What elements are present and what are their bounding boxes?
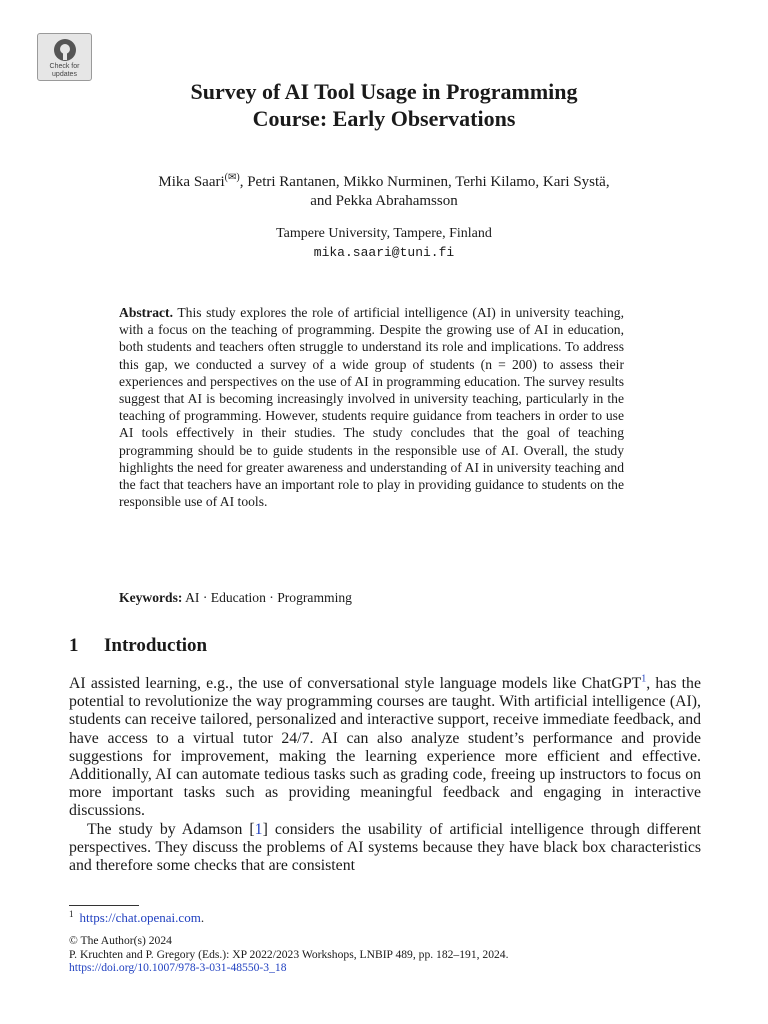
authors-rest: , Petri Rantanen, Mikko Nurminen, Terhi Kilamo, Kari Systä, <box>239 174 610 190</box>
copyright-line: © The Author(s) 2024 <box>69 934 172 947</box>
section-number: 1 <box>69 635 79 656</box>
author-email[interactable]: mika.saari@tuni.fi <box>313 245 455 260</box>
paragraph-2 <box>69 821 701 876</box>
footnote-link[interactable]: https://chat.openai.com <box>79 910 201 925</box>
footnote-rule <box>69 905 139 906</box>
section-heading <box>69 634 207 658</box>
corresponding-author: Mika Saari <box>158 174 225 190</box>
keywords <box>119 589 624 606</box>
check-for-updates-badge[interactable] <box>37 33 92 81</box>
abstract-label: Abstract. <box>119 305 173 320</box>
keywords-text: AI · Education · Programming <box>185 590 352 605</box>
envelope-icon[interactable]: (✉) <box>224 172 240 183</box>
author-list <box>0 173 768 211</box>
paragraph-1 <box>69 675 701 821</box>
institution: Tampere University, Tampere, Finland <box>276 226 492 241</box>
section-body <box>69 675 701 875</box>
badge-label-line1: Check for <box>49 63 80 70</box>
footnote-end: . <box>200 910 205 925</box>
citation-link[interactable]: 1 <box>254 820 263 838</box>
title-line-2: Course: Early Observations <box>252 106 516 131</box>
footnote <box>69 910 204 926</box>
paragraph-1-rest: , has the potential to revolutionize the way programming courses are taught. With artificial intelligence (AI), students can receive tailored, personalized and interactive support, receive immediate feedback, and have access to a virtual tutor 24/7. AI can also analyze student’s performance and provide suggestions for improvement, making the learning experience more efficient and effective. Additionally, AI can automate tedious tasks such as grading code, freeing up instructors to focus on more important tasks such as providing meaningful feedback and engaging in interactive discussions. <box>69 675 701 820</box>
keywords-label: Keywords: <box>119 590 183 605</box>
paragraph-1-start: AI assisted learning, e.g., the use of conversational style language models like ChatGPT <box>69 675 642 692</box>
doi-link[interactable]: https://doi.org/10.1007/978-3-031-48550-3_18 <box>69 961 287 974</box>
paper-title <box>0 78 768 132</box>
footnote-ref-link[interactable]: 1 <box>641 673 647 685</box>
check-updates-icon <box>52 38 78 62</box>
copyright-block <box>69 934 709 975</box>
paragraph-2-rest: ] considers the usability of artificial intelligence through different perspectives. They discuss the problems of AI systems because they have black box characteristics and therefore some checks that are consistent <box>69 820 702 875</box>
footnote-mark: 1 <box>69 908 74 919</box>
paragraph-2-start: The study by Adamson [ <box>87 820 255 838</box>
badge-label-line2: updates <box>52 71 77 78</box>
section-title: Introduction <box>104 635 208 656</box>
citation-line: P. Kruchten and P. Gregory (Eds.): XP 2022/2023 Workshops, LNBIP 489, pp. 182–191, 2024. <box>69 947 509 961</box>
affiliation <box>0 224 768 262</box>
abstract <box>119 304 624 510</box>
abstract-text: This study explores the role of artificial intelligence (AI) in university teaching, with a focus on the teaching of programming. Despite the growing use of AI in education, both students and teachers often struggle to understand its role and implications. To address this gap, we conducted a survey of a wide group of students (n = 200) to assess their experiences and perspectives on the use of AI in programming education. The survey results suggest that AI is becoming increasingly involved in university teaching, particularly in the teaching of programming. However, students require guidance from teachers in order to use AI tools effectively in their studies. The study concludes that the goal of teaching programming should be to guide students in the responsible use of AI. Overall, the study highlights the need for greater awareness and understanding of AI in university teaching and the fact that teachers have an important role to play in providing guidance to students on the responsible use of AI tools. <box>119 305 625 510</box>
title-line-1: Survey of AI Tool Usage in Programming <box>190 79 578 104</box>
authors-line-2: and Pekka Abrahamsson <box>310 193 458 209</box>
